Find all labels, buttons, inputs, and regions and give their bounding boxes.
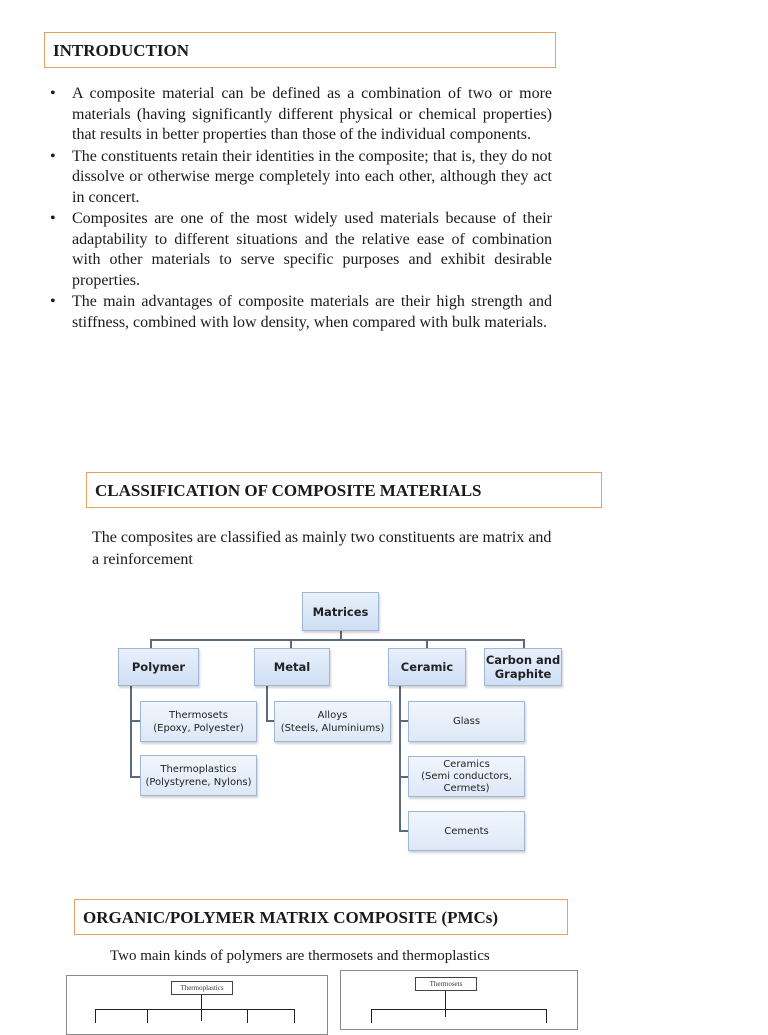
connector: [201, 995, 202, 1021]
chart-node-glass: [408, 701, 525, 742]
connector: [130, 776, 140, 778]
connector: [371, 1009, 547, 1010]
connector: [266, 686, 268, 722]
connector: [130, 686, 132, 778]
connector: [399, 830, 408, 832]
chart-node-thermosets: [140, 701, 257, 742]
intro-heading: [44, 32, 556, 68]
chart-node-label: Thermoplastics: [160, 763, 237, 775]
chart-node-matrices: [302, 592, 379, 631]
classification-heading: [86, 472, 602, 508]
intro-bullet: • A composite material can be defined as a combination of two or more materials (having significantly different physical or chemical properties) that results in better properties than those of the individual components.: [48, 84, 552, 146]
connector: [150, 639, 524, 641]
pmc-heading-text: ORGANIC/POLYMER MATRIX COMPOSITE (PMCs): [83, 907, 499, 927]
thermoplastics-thumbnail-title: Thermoplastics: [171, 981, 233, 995]
chart-node-thermoplastics: [140, 755, 257, 796]
chart-node-label: Cements: [444, 825, 489, 837]
chart-node-label: Matrices: [312, 604, 369, 619]
connector: [340, 631, 342, 640]
chart-node-label: Polymer: [131, 660, 186, 674]
connector: [546, 1009, 547, 1023]
chart-node-label: Graphite: [494, 667, 552, 681]
chart-node-label: Metal: [273, 660, 311, 674]
chart-node-label: (Polystyrene, Nylons): [145, 776, 252, 788]
thermoplastics-thumbnail: [66, 975, 328, 1035]
chart-node-carbon-graphite: [484, 648, 562, 686]
chart-node-ceramic: [388, 648, 466, 686]
intro-heading-text: INTRODUCTION: [53, 40, 190, 60]
connector: [266, 720, 274, 722]
connector: [247, 1009, 248, 1023]
chart-node-metal: [254, 648, 330, 686]
pmc-text: Two main kinds of polymers are thermosets and thermoplastics: [110, 948, 490, 964]
chart-node-label: Ceramic: [400, 660, 454, 674]
chart-node-cements: [408, 811, 525, 851]
pmc-heading: [74, 899, 568, 935]
connector: [147, 1009, 148, 1023]
chart-node-alloys: [274, 701, 391, 742]
thermosets-thumbnail: [340, 970, 578, 1030]
connector: [95, 1009, 96, 1023]
connector: [445, 991, 446, 1017]
chart-node-label: (Semi conductors,: [421, 770, 512, 782]
connector: [399, 776, 408, 778]
intro-bullet-list: [48, 84, 552, 334]
chart-node-label: Cermets): [443, 782, 490, 794]
chart-node-label: Carbon and: [485, 653, 561, 667]
chart-node-polymer: [118, 648, 199, 686]
chart-node-ceramics: [408, 756, 525, 797]
connector: [399, 686, 401, 832]
chart-node-label: (Steels, Aluminiums): [280, 722, 385, 734]
intro-bullet: • Composites are one of the most widely used materials because of their adaptability to different situations and the relative ease of combination with other materials to serve specific purposes and exhibit desirable properties.: [48, 209, 552, 291]
connector: [294, 1009, 295, 1023]
connector: [399, 720, 408, 722]
chart-node-label: Alloys: [317, 709, 348, 721]
chart-node-label: Thermosets: [169, 709, 228, 721]
intro-bullet: • The constituents retain their identities in the composite; that is, they do not dissolve or otherwise merge completely into each other, although they act in concert.: [48, 147, 552, 209]
chart-node-label: Glass: [452, 716, 481, 727]
intro-bullet: • The main advantages of composite materials are their high strength and stiffness, combined with low density, when compared with bulk materials.: [48, 292, 552, 333]
connector: [371, 1009, 372, 1023]
classification-heading-text: CLASSIFICATION OF COMPOSITE MATERIALS: [95, 480, 482, 500]
connector: [130, 720, 140, 722]
thermosets-thumbnail-title: Thermosets: [415, 977, 477, 991]
classification-text: The composites are classified as mainly two constituents are matrix and a reinforcement: [92, 529, 552, 568]
connector: [95, 1009, 295, 1010]
chart-node-label: Ceramics: [443, 758, 490, 770]
chart-node-label: (Epoxy, Polyester): [153, 722, 244, 734]
